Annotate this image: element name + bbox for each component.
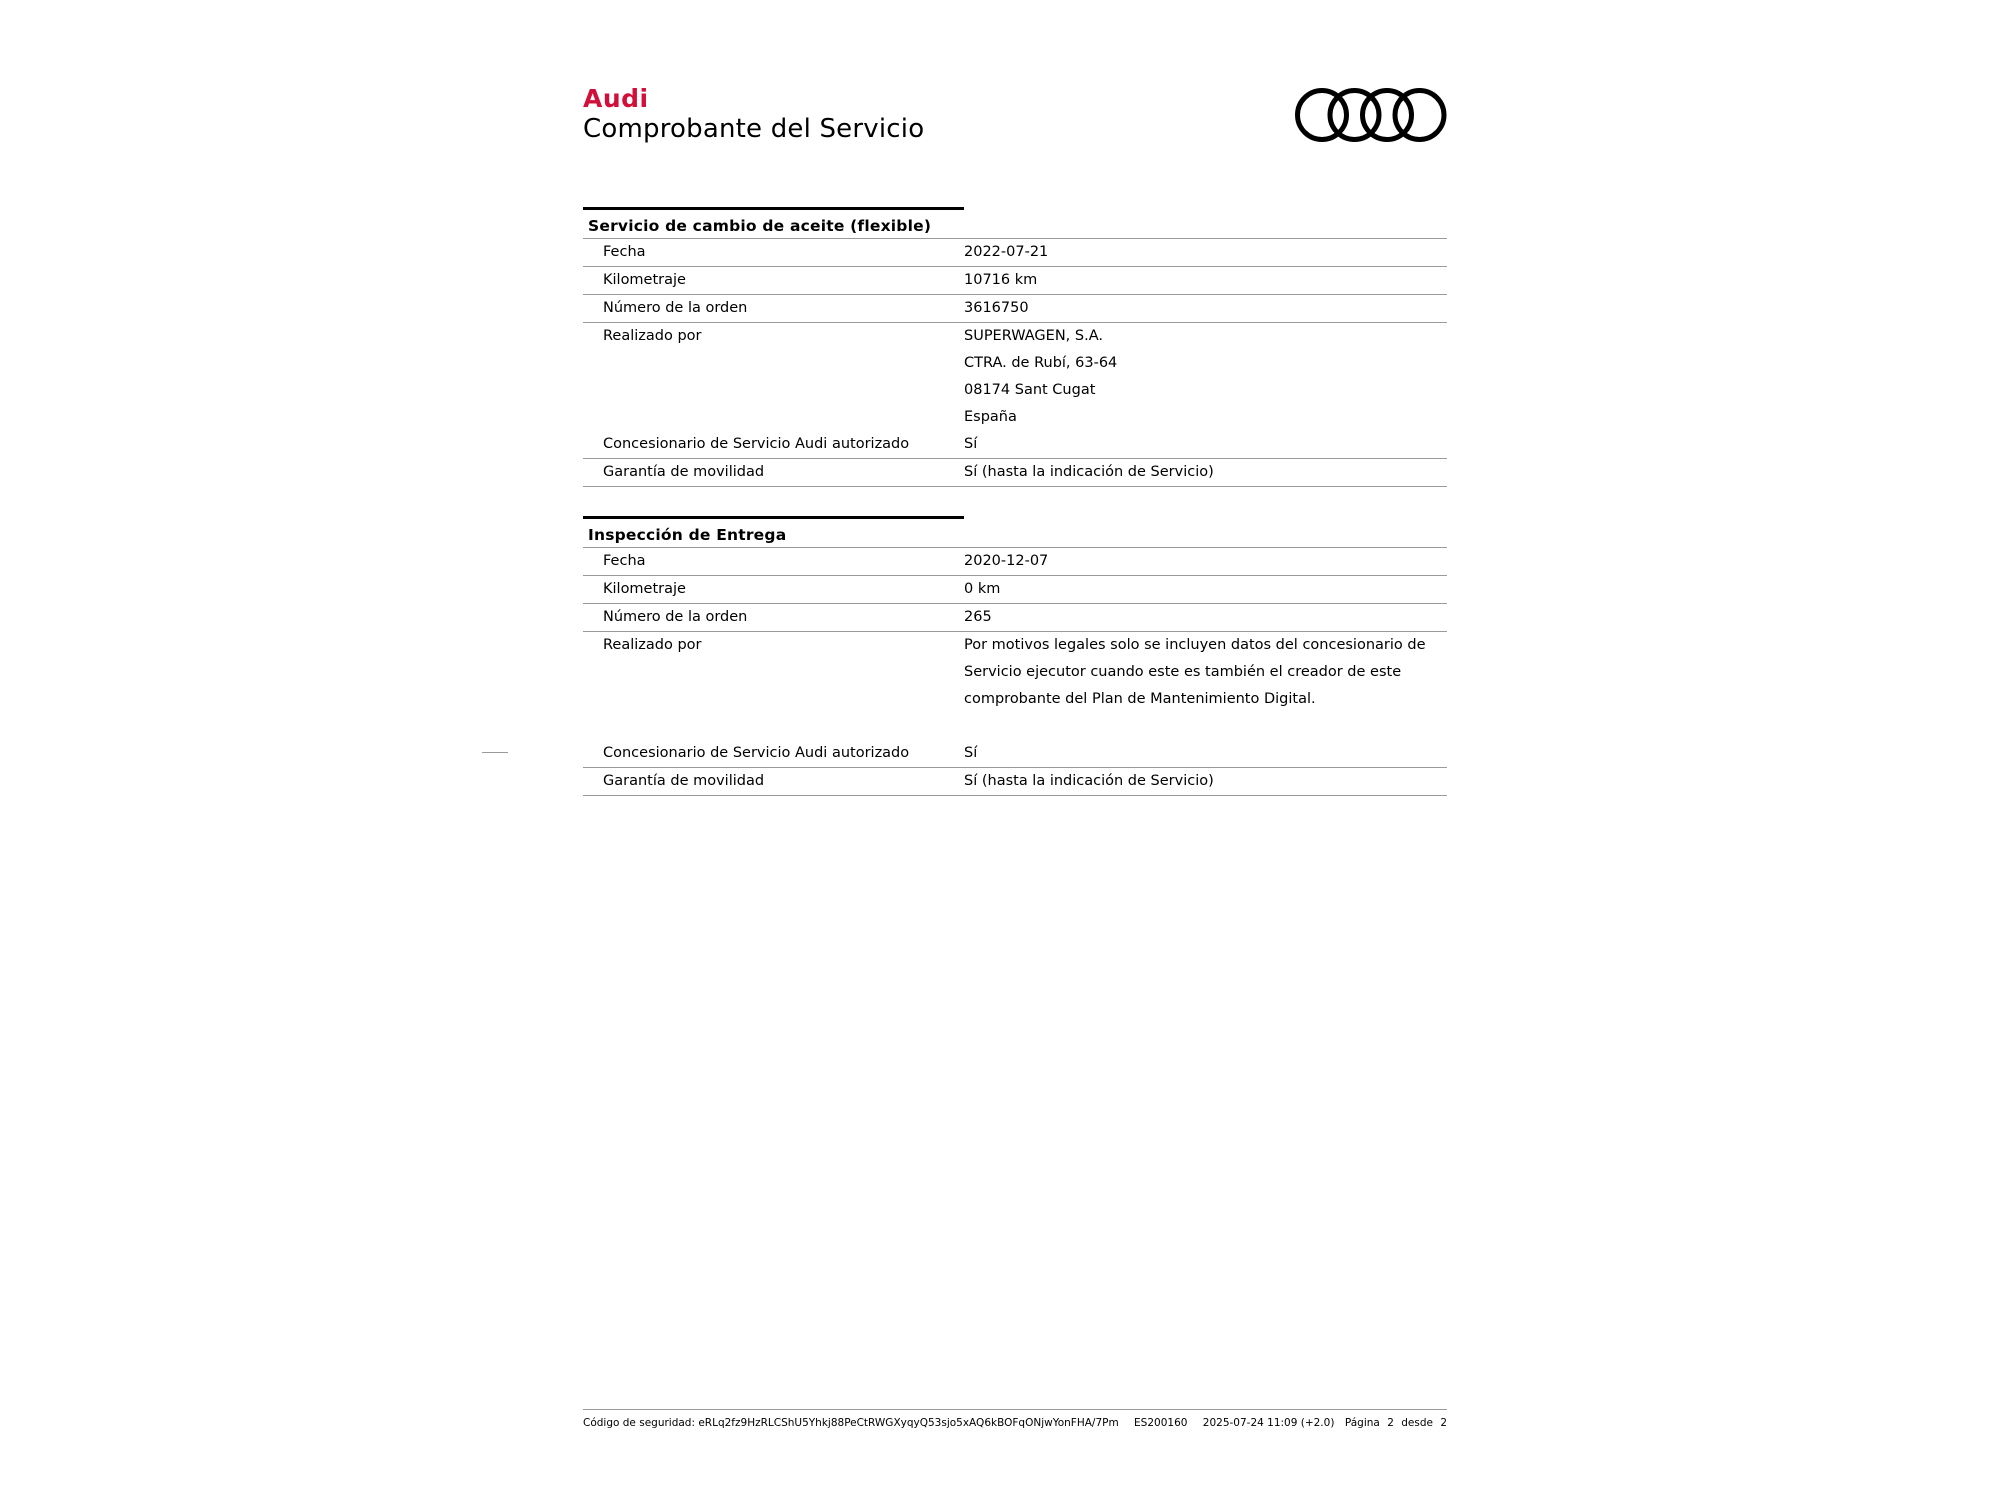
footer-left	[583, 1417, 1334, 1429]
table-row-realizado-por	[583, 323, 1447, 431]
value-line: comprobante del Plan de Mantenimiento Digital.	[964, 691, 1316, 707]
generated-timestamp: 2025-07-24 11:09 (+2.0)	[1202, 1417, 1335, 1429]
row-value	[964, 632, 1447, 740]
page-footer	[583, 1409, 1447, 1429]
row-label: Garantía de movilidad	[603, 464, 765, 480]
row-value	[964, 431, 1447, 458]
document-page	[583, 0, 1447, 1500]
document-id: ES200160	[1134, 1417, 1188, 1429]
row-label: Kilometraje	[603, 272, 686, 288]
table-row-fecha	[583, 239, 1447, 267]
section-header	[583, 516, 1447, 548]
value-line: 0 km	[964, 581, 1001, 597]
value-line: Sí (hasta la indicación de Servicio)	[964, 464, 1214, 480]
row-label: Fecha	[603, 244, 646, 260]
value-line: Servicio ejecutor cuando este es también el creador de este	[964, 664, 1402, 680]
value-line: 10716 km	[964, 272, 1038, 288]
value-line: Sí	[964, 745, 978, 761]
audi-rings-logo-icon	[1294, 87, 1448, 143]
table-row-numero-orden	[583, 295, 1447, 323]
page-number	[1345, 1417, 1447, 1429]
value-line: España	[964, 409, 1017, 425]
row-value	[964, 604, 1447, 631]
table-row-kilometraje	[583, 267, 1447, 295]
table-row-concesionario	[583, 740, 1447, 768]
table-row-realizado-por	[583, 632, 1447, 740]
service-section-oil-change	[583, 207, 1447, 487]
row-value	[964, 548, 1447, 575]
row-label: Fecha	[603, 553, 646, 569]
table-row-concesionario	[583, 431, 1447, 459]
value-line: SUPERWAGEN, S.A.	[964, 328, 1103, 344]
value-line: 2022-07-21	[964, 244, 1049, 260]
row-label: Realizado por	[603, 328, 702, 344]
value-line-blank	[964, 713, 1447, 740]
table-row-garantia-movilidad	[583, 768, 1447, 796]
row-value	[964, 459, 1447, 486]
section-header	[583, 207, 1447, 239]
row-value	[964, 295, 1447, 322]
row-label: Realizado por	[603, 637, 702, 653]
row-value	[964, 768, 1447, 795]
row-label: Concesionario de Servicio Audi autorizado	[603, 745, 910, 761]
page-total: 2	[1440, 1417, 1447, 1429]
value-line: Sí	[964, 436, 978, 452]
service-section-delivery-inspection	[583, 516, 1447, 796]
value-line: 3616750	[964, 300, 1029, 316]
row-label: Garantía de movilidad	[603, 773, 765, 789]
value-line: Sí (hasta la indicación de Servicio)	[964, 773, 1214, 789]
value-line: 2020-12-07	[964, 553, 1049, 569]
page-title: Comprobante del Servicio	[583, 114, 925, 144]
table-row-garantia-movilidad	[583, 459, 1447, 487]
brand-name: Audi	[583, 84, 649, 113]
value-line: Por motivos legales solo se incluyen datos del concesionario de	[964, 637, 1426, 653]
value-line: CTRA. de Rubí, 63-64	[964, 355, 1118, 371]
row-value	[964, 323, 1447, 431]
row-label: Concesionario de Servicio Audi autorizado	[603, 436, 910, 452]
section-title: Inspección de Entrega	[588, 526, 787, 544]
margin-fold-mark	[482, 752, 508, 753]
row-label: Número de la orden	[603, 609, 748, 625]
table-row-numero-orden	[583, 604, 1447, 632]
security-code: Código de seguridad: eRLq2fz9HzRLCShU5Yhkj88PeCtRWGXyqyQ53sjo5xAQ6kBOFqONjwYonFHA/7Pm	[583, 1417, 1119, 1429]
value-line: 08174 Sant Cugat	[964, 382, 1096, 398]
row-value	[964, 267, 1447, 294]
value-line: 265	[964, 609, 992, 625]
row-label: Kilometraje	[603, 581, 686, 597]
row-value	[964, 239, 1447, 266]
page-current: 2	[1387, 1417, 1394, 1429]
page-of-label: desde	[1401, 1417, 1433, 1429]
row-value	[964, 740, 1447, 767]
table-row-fecha	[583, 548, 1447, 576]
table-row-kilometraje	[583, 576, 1447, 604]
section-title: Servicio de cambio de aceite (flexible)	[588, 217, 932, 235]
row-value	[964, 576, 1447, 603]
page-label: Página	[1344, 1417, 1380, 1429]
row-label: Número de la orden	[603, 300, 748, 316]
